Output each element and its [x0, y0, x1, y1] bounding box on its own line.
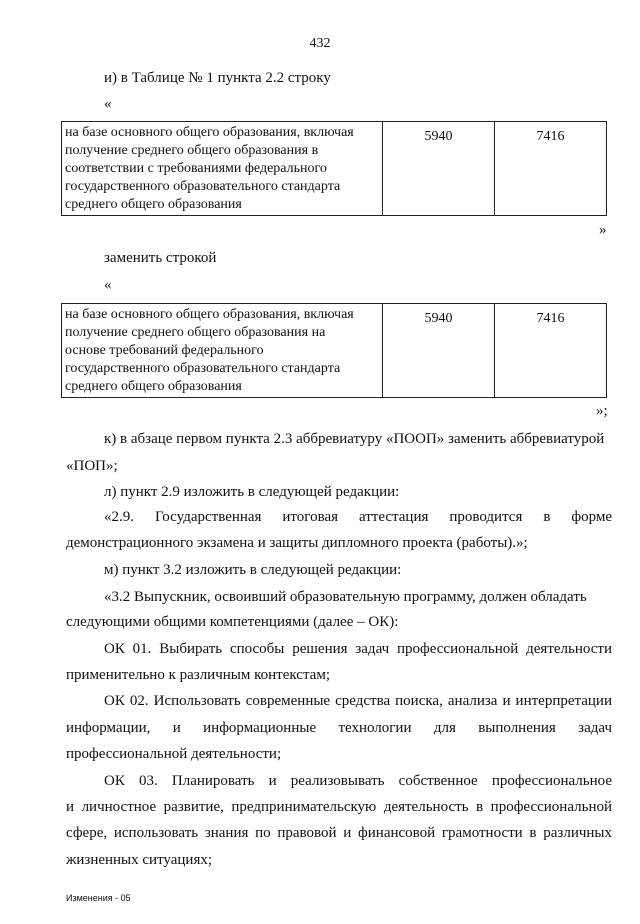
replace-with-text: заменить строкой [104, 250, 217, 266]
ok02-line-3: профессиональной деятельности; [66, 746, 282, 762]
ok02-line-1: ОК 02. Использовать современные средства поиска, анализа и интерпретации [104, 693, 612, 709]
table-old-description [62, 122, 383, 216]
item-i-text: и) в Таблице № 1 пункта 2.2 строку [104, 70, 331, 86]
close-quote: » [599, 222, 607, 238]
table-new-line: на базе основного общего образования, включая [65, 307, 354, 322]
table-new-line: среднего общего образования [65, 379, 242, 394]
table-old-value-1: 5940 [383, 122, 495, 216]
ok03-line-1: ОК 03. Планировать и реализовывать собственное профессиональное [104, 773, 612, 789]
table-new-line: получение среднего общего образования на [65, 325, 326, 340]
ok03-line-2: и личностное развитие, предпринимательскую деятельность в профессиональной [66, 799, 612, 815]
open-quote: « [104, 277, 112, 293]
table-old-row [61, 121, 607, 216]
table-old-line: среднего общего образования [65, 197, 242, 212]
paragraph-3-2-line-1: «3.2 Выпускник, освоивший образовательную программу, должен обладать [104, 589, 587, 605]
close-quote-semicolon: »; [596, 403, 608, 419]
table-new-row [61, 303, 607, 398]
table-old-line: получение среднего общего образования в [65, 143, 319, 158]
table-new-description [62, 304, 383, 398]
ok03-line-4: жизненных ситуациях; [66, 852, 213, 868]
paragraph-3-2-line-2: следующими общими компетенциями (далее – ОК): [66, 614, 399, 630]
table-new-value-2: 7416 [495, 304, 607, 398]
item-m-text: м) пункт 3.2 изложить в следующей редакции: [104, 562, 402, 578]
page-number: 432 [309, 36, 331, 51]
footer-revision: Изменения - 05 [66, 893, 131, 903]
open-quote: « [104, 96, 112, 112]
table-old-line: государственного образовательного стандарта [65, 179, 341, 194]
ok01-line-2: применительно к различным контекстам; [66, 667, 330, 683]
paragraph-2-9-line-2: демонстрационного экзамена и защиты дипломного проекта (работы).»; [66, 535, 528, 551]
table-new-value-1: 5940 [383, 304, 495, 398]
table-new-line: государственного образовательного стандарта [65, 361, 341, 376]
item-k-line-1: к) в абзаце первом пункта 2.3 аббревиатуру «ПООП» заменить аббревиатурой [104, 431, 605, 447]
ok01-line-1: ОК 01. Выбирать способы решения задач профессиональной деятельности [104, 641, 612, 657]
item-k-line-2: «ПОП»; [66, 458, 118, 474]
table-old-line: на базе основного общего образования, включая [65, 125, 354, 140]
ok03-line-3: сфере, использовать знания по правовой и финансовой грамотности в различных [66, 825, 612, 841]
table-old-line: соответствии с требованиями федерального [65, 161, 327, 176]
item-l-text: л) пункт 2.9 изложить в следующей редакции: [104, 484, 400, 500]
table-new-line: основе требований федерального [65, 343, 264, 358]
ok02-line-2: информации, и информационные технологии для выполнения задач [66, 720, 612, 736]
table-old-value-2: 7416 [495, 122, 607, 216]
paragraph-2-9-line-1: «2.9. Государственная итоговая аттестация проводится в форме [104, 509, 612, 525]
